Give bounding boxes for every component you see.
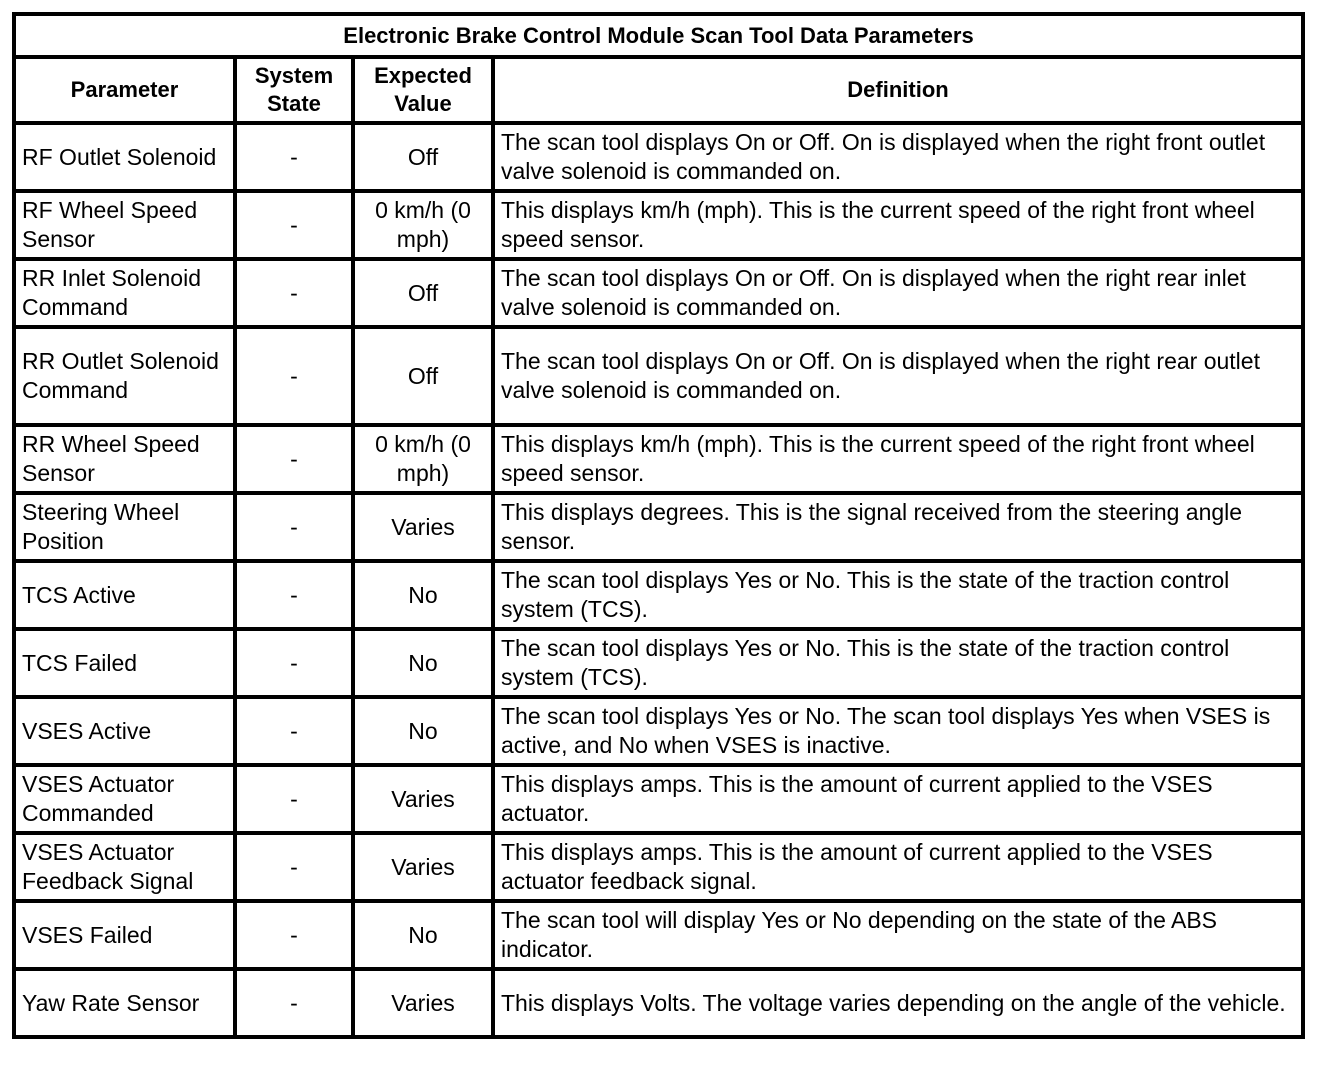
cell-system-state: - (235, 561, 353, 629)
cell-definition: The scan tool will display Yes or No depending on the state of the ABS indicator. (493, 901, 1303, 969)
cell-parameter: VSES Failed (14, 901, 235, 969)
cell-parameter: RR Inlet Solenoid Command (14, 259, 235, 327)
cell-definition: This displays amps. This is the amount of current applied to the VSES actuator. (493, 765, 1303, 833)
cell-parameter: TCS Failed (14, 629, 235, 697)
cell-system-state: - (235, 697, 353, 765)
cell-expected-value: Off (353, 123, 493, 191)
table-row (14, 765, 1303, 833)
cell-parameter: VSES Active (14, 697, 235, 765)
cell-expected-value: No (353, 561, 493, 629)
table-row (14, 697, 1303, 765)
table-row (14, 901, 1303, 969)
table-row (14, 259, 1303, 327)
cell-expected-value: Off (353, 327, 493, 425)
table-row (14, 833, 1303, 901)
cell-system-state: - (235, 833, 353, 901)
cell-system-state: - (235, 901, 353, 969)
cell-system-state: - (235, 259, 353, 327)
cell-expected-value: Varies (353, 969, 493, 1037)
table-title: Electronic Brake Control Module Scan Tool Data Parameters (14, 14, 1303, 57)
cell-expected-value: No (353, 629, 493, 697)
cell-expected-value: No (353, 901, 493, 969)
cell-definition: This displays km/h (mph). This is the current speed of the right front wheel speed sensor. (493, 191, 1303, 259)
cell-definition: The scan tool displays On or Off. On is displayed when the right front outlet valve solenoid is commanded on. (493, 123, 1303, 191)
cell-system-state: - (235, 425, 353, 493)
table-row (14, 123, 1303, 191)
cell-definition: The scan tool displays On or Off. On is displayed when the right rear outlet valve solenoid is commanded on. (493, 327, 1303, 425)
cell-definition: The scan tool displays On or Off. On is displayed when the right rear inlet valve solenoid is commanded on. (493, 259, 1303, 327)
cell-expected-value: No (353, 697, 493, 765)
cell-definition: The scan tool displays Yes or No. The scan tool displays Yes when VSES is active, and No when VSES is inactive. (493, 697, 1303, 765)
cell-system-state: - (235, 969, 353, 1037)
cell-parameter: Yaw Rate Sensor (14, 969, 235, 1037)
table-row (14, 425, 1303, 493)
cell-parameter: TCS Active (14, 561, 235, 629)
cell-system-state: - (235, 493, 353, 561)
table-row (14, 191, 1303, 259)
cell-system-state: - (235, 123, 353, 191)
cell-parameter: RR Wheel Speed Sensor (14, 425, 235, 493)
cell-definition: The scan tool displays Yes or No. This is the state of the traction control system (TCS). (493, 629, 1303, 697)
cell-expected-value: Varies (353, 833, 493, 901)
cell-system-state: - (235, 629, 353, 697)
cell-definition: This displays degrees. This is the signal received from the steering angle sensor. (493, 493, 1303, 561)
cell-definition: This displays km/h (mph). This is the current speed of the right front wheel speed sensor. (493, 425, 1303, 493)
cell-parameter: VSES Actuator Feedback Signal (14, 833, 235, 901)
cell-definition: This displays amps. This is the amount of current applied to the VSES actuator feedback signal. (493, 833, 1303, 901)
table-row (14, 969, 1303, 1037)
cell-system-state: - (235, 191, 353, 259)
header-definition: Definition (493, 57, 1303, 123)
cell-parameter: VSES Actuator Commanded (14, 765, 235, 833)
cell-parameter: RR Outlet Solenoid Command (14, 327, 235, 425)
scan-tool-data-table-container (12, 12, 1301, 1039)
cell-expected-value: Off (353, 259, 493, 327)
cell-definition: The scan tool displays Yes or No. This is the state of the traction control system (TCS). (493, 561, 1303, 629)
cell-expected-value: 0 km/h (0 mph) (353, 191, 493, 259)
cell-system-state: - (235, 765, 353, 833)
table-row (14, 561, 1303, 629)
cell-expected-value: 0 km/h (0 mph) (353, 425, 493, 493)
cell-expected-value: Varies (353, 493, 493, 561)
cell-parameter: RF Outlet Solenoid (14, 123, 235, 191)
table-row (14, 629, 1303, 697)
scan-tool-data-table (12, 12, 1305, 1039)
header-parameter: Parameter (14, 57, 235, 123)
cell-definition: This displays Volts. The voltage varies depending on the angle of the vehicle. (493, 969, 1303, 1037)
header-expected-value: Expected Value (353, 57, 493, 123)
cell-parameter: Steering Wheel Position (14, 493, 235, 561)
cell-expected-value: Varies (353, 765, 493, 833)
header-system-state: System State (235, 57, 353, 123)
table-row (14, 327, 1303, 425)
table-row (14, 493, 1303, 561)
cell-parameter: RF Wheel Speed Sensor (14, 191, 235, 259)
cell-system-state: - (235, 327, 353, 425)
